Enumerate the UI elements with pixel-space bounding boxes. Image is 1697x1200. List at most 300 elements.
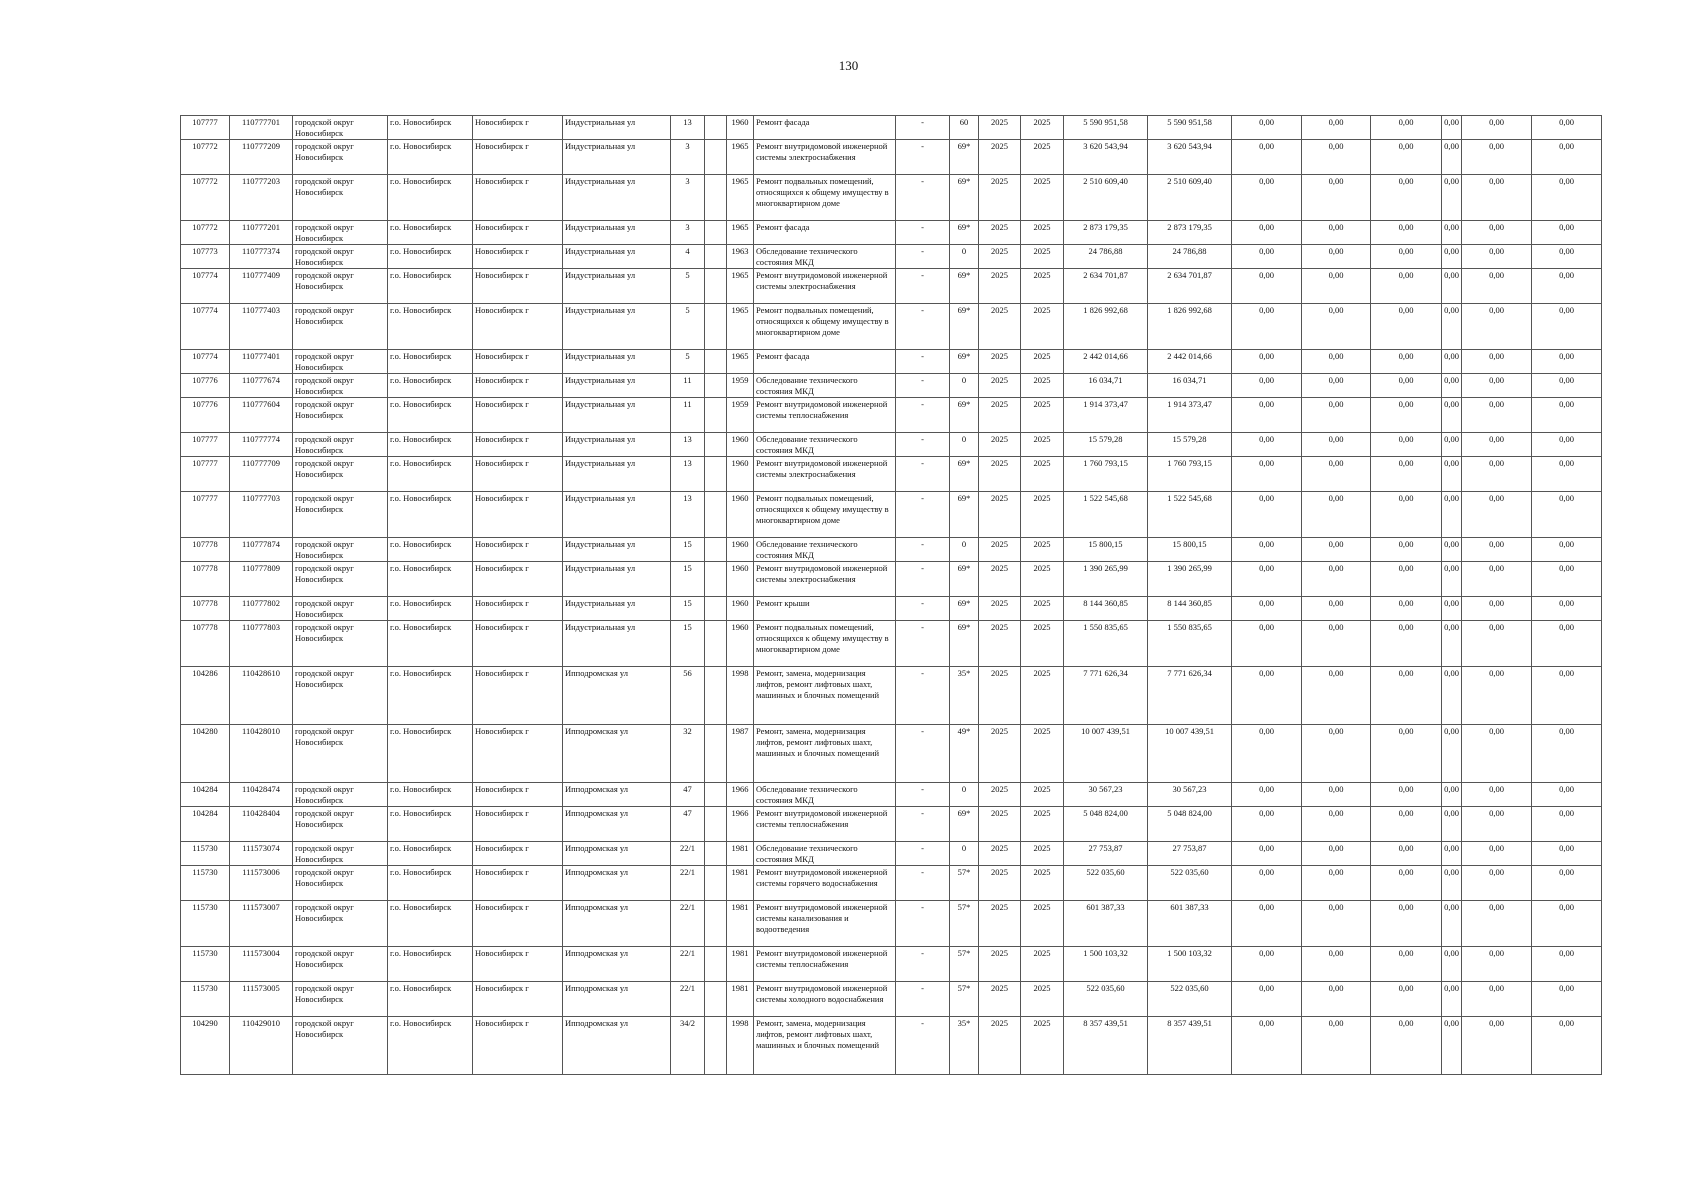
row-city: Новосибирск г — [473, 140, 563, 175]
table-row — [181, 398, 1602, 433]
row-f1: 0,00 — [1232, 866, 1302, 901]
row-f3: 0,00 — [1371, 221, 1442, 245]
row-pct: 35* — [950, 667, 979, 725]
row-total: 1 826 992,68 — [1064, 304, 1148, 350]
row-f1: 0,00 — [1232, 304, 1302, 350]
row-f6: 0,00 — [1532, 374, 1602, 398]
row-id: 104280 — [181, 725, 230, 783]
row-f6: 0,00 — [1532, 398, 1602, 433]
table-row — [181, 947, 1602, 982]
row-street: Ипподромская ул — [563, 901, 671, 947]
row-municipality: г.о. Новосибирск — [388, 562, 473, 597]
row-municipality: г.о. Новосибирск — [388, 398, 473, 433]
row-city: Новосибирск г — [473, 492, 563, 538]
row-end: 2025 — [1021, 538, 1064, 562]
row-street: Индустриальная ул — [563, 538, 671, 562]
row-f1: 0,00 — [1232, 433, 1302, 457]
row-district: городской округ Новосибирск — [293, 304, 388, 350]
row-f6: 0,00 — [1532, 982, 1602, 1017]
row-city: Новосибирск г — [473, 398, 563, 433]
row-work: Ремонт подвальных помещений, относящихся к общему имуществу в многоквартирном доме — [754, 621, 896, 667]
row-pct: 69* — [950, 350, 979, 374]
row-work: Обследование технического состояния МКД — [754, 433, 896, 457]
row-work: Обследование технического состояния МКД — [754, 842, 896, 866]
row-f4: 0,00 — [1442, 725, 1462, 783]
row-house: 5 — [671, 269, 705, 304]
row-regional: 2 634 701,87 — [1148, 269, 1232, 304]
row-start: 2025 — [979, 667, 1021, 725]
row-start: 2025 — [979, 842, 1021, 866]
row-city: Новосибирск г — [473, 982, 563, 1017]
table-row — [181, 374, 1602, 398]
row-start: 2025 — [979, 982, 1021, 1017]
row-f4: 0,00 — [1442, 621, 1462, 667]
row-f2: 0,00 — [1302, 492, 1371, 538]
row-corpus — [705, 842, 727, 866]
row-district: городской округ Новосибирск — [293, 538, 388, 562]
table-row — [181, 842, 1602, 866]
row-year: 1960 — [727, 538, 754, 562]
row-code: 110777701 — [230, 116, 293, 140]
row-mark: - — [896, 221, 950, 245]
row-district: городской округ Новосибирск — [293, 245, 388, 269]
row-f2: 0,00 — [1302, 725, 1371, 783]
row-district: городской округ Новосибирск — [293, 140, 388, 175]
row-city: Новосибирск г — [473, 901, 563, 947]
row-code: 110428010 — [230, 725, 293, 783]
row-house: 56 — [671, 667, 705, 725]
row-mark: - — [896, 304, 950, 350]
row-f6: 0,00 — [1532, 245, 1602, 269]
row-f2: 0,00 — [1302, 538, 1371, 562]
row-house: 22/1 — [671, 982, 705, 1017]
row-end: 2025 — [1021, 901, 1064, 947]
row-municipality: г.о. Новосибирск — [388, 350, 473, 374]
row-municipality: г.о. Новосибирск — [388, 457, 473, 492]
row-code: 110777809 — [230, 562, 293, 597]
row-corpus — [705, 1017, 727, 1075]
row-district: городской округ Новосибирск — [293, 562, 388, 597]
row-f3: 0,00 — [1371, 667, 1442, 725]
row-total: 8 357 439,51 — [1064, 1017, 1148, 1075]
row-total: 24 786,88 — [1064, 245, 1148, 269]
row-start: 2025 — [979, 221, 1021, 245]
row-year: 1998 — [727, 1017, 754, 1075]
row-year: 1965 — [727, 221, 754, 245]
row-street: Ипподромская ул — [563, 807, 671, 842]
row-mark: - — [896, 245, 950, 269]
row-work: Ремонт внутридомовой инженерной системы теплоснабжения — [754, 947, 896, 982]
row-f5: 0,00 — [1462, 140, 1532, 175]
row-mark: - — [896, 492, 950, 538]
row-municipality: г.о. Новосибирск — [388, 433, 473, 457]
row-street: Ипподромская ул — [563, 947, 671, 982]
table-row — [181, 221, 1602, 245]
row-house: 22/1 — [671, 947, 705, 982]
row-end: 2025 — [1021, 621, 1064, 667]
table-row — [181, 667, 1602, 725]
row-end: 2025 — [1021, 807, 1064, 842]
row-work: Ремонт подвальных помещений, относящихся к общему имуществу в многоквартирном доме — [754, 304, 896, 350]
row-mark: - — [896, 725, 950, 783]
row-f6: 0,00 — [1532, 562, 1602, 597]
row-house: 15 — [671, 562, 705, 597]
row-street: Индустриальная ул — [563, 562, 671, 597]
row-house: 13 — [671, 433, 705, 457]
row-street: Индустриальная ул — [563, 492, 671, 538]
row-municipality: г.о. Новосибирск — [388, 597, 473, 621]
row-f1: 0,00 — [1232, 562, 1302, 597]
row-f5: 0,00 — [1462, 175, 1532, 221]
row-id: 107778 — [181, 562, 230, 597]
table-row — [181, 457, 1602, 492]
row-year: 1960 — [727, 457, 754, 492]
row-f4: 0,00 — [1442, 116, 1462, 140]
row-regional: 8 357 439,51 — [1148, 1017, 1232, 1075]
row-corpus — [705, 221, 727, 245]
row-f4: 0,00 — [1442, 783, 1462, 807]
row-street: Ипподромская ул — [563, 1017, 671, 1075]
row-id: 115730 — [181, 947, 230, 982]
row-city: Новосибирск г — [473, 866, 563, 901]
row-start: 2025 — [979, 597, 1021, 621]
row-f2: 0,00 — [1302, 175, 1371, 221]
row-id: 107776 — [181, 398, 230, 433]
row-corpus — [705, 982, 727, 1017]
row-year: 1960 — [727, 116, 754, 140]
row-f6: 0,00 — [1532, 947, 1602, 982]
row-street: Индустриальная ул — [563, 597, 671, 621]
row-f4: 0,00 — [1442, 866, 1462, 901]
row-start: 2025 — [979, 116, 1021, 140]
row-f1: 0,00 — [1232, 140, 1302, 175]
row-f6: 0,00 — [1532, 433, 1602, 457]
row-pct: 57* — [950, 982, 979, 1017]
row-city: Новосибирск г — [473, 725, 563, 783]
row-municipality: г.о. Новосибирск — [388, 901, 473, 947]
row-end: 2025 — [1021, 866, 1064, 901]
capital-repair-table — [180, 115, 1602, 1075]
row-f6: 0,00 — [1532, 783, 1602, 807]
row-work: Обследование технического состояния МКД — [754, 783, 896, 807]
row-street: Индустриальная ул — [563, 175, 671, 221]
row-f2: 0,00 — [1302, 350, 1371, 374]
row-f5: 0,00 — [1462, 538, 1532, 562]
row-f1: 0,00 — [1232, 175, 1302, 221]
row-f1: 0,00 — [1232, 245, 1302, 269]
row-work: Ремонт крыши — [754, 597, 896, 621]
row-district: городской округ Новосибирск — [293, 374, 388, 398]
row-id: 107777 — [181, 492, 230, 538]
row-total: 1 760 793,15 — [1064, 457, 1148, 492]
row-house: 34/2 — [671, 1017, 705, 1075]
row-work: Ремонт, замена, модернизация лифтов, ремонт лифтовых шахт, машинных и блочных помещений — [754, 1017, 896, 1075]
row-f5: 0,00 — [1462, 725, 1532, 783]
row-mark: - — [896, 457, 950, 492]
row-start: 2025 — [979, 1017, 1021, 1075]
row-start: 2025 — [979, 621, 1021, 667]
row-end: 2025 — [1021, 1017, 1064, 1075]
row-district: городской округ Новосибирск — [293, 398, 388, 433]
table-row — [181, 1017, 1602, 1075]
row-regional: 3 620 543,94 — [1148, 140, 1232, 175]
row-f4: 0,00 — [1442, 350, 1462, 374]
row-city: Новосибирск г — [473, 304, 563, 350]
row-f6: 0,00 — [1532, 140, 1602, 175]
row-mark: - — [896, 350, 950, 374]
row-corpus — [705, 562, 727, 597]
row-f6: 0,00 — [1532, 457, 1602, 492]
row-municipality: г.о. Новосибирск — [388, 538, 473, 562]
row-end: 2025 — [1021, 116, 1064, 140]
row-pct: 60 — [950, 116, 979, 140]
row-corpus — [705, 807, 727, 842]
row-pct: 69* — [950, 457, 979, 492]
row-work: Ремонт внутридомовой инженерной системы электроснабжения — [754, 457, 896, 492]
row-work: Обследование технического состояния МКД — [754, 538, 896, 562]
row-regional: 24 786,88 — [1148, 245, 1232, 269]
row-f2: 0,00 — [1302, 901, 1371, 947]
row-id: 107772 — [181, 175, 230, 221]
row-house: 3 — [671, 175, 705, 221]
row-end: 2025 — [1021, 140, 1064, 175]
row-pct: 57* — [950, 866, 979, 901]
row-total: 2 510 609,40 — [1064, 175, 1148, 221]
row-end: 2025 — [1021, 842, 1064, 866]
row-corpus — [705, 350, 727, 374]
row-f1: 0,00 — [1232, 221, 1302, 245]
row-f1: 0,00 — [1232, 538, 1302, 562]
row-work: Ремонт внутридомовой инженерной системы канализования и водоотведения — [754, 901, 896, 947]
row-pct: 69* — [950, 221, 979, 245]
row-house: 3 — [671, 221, 705, 245]
row-regional: 1 826 992,68 — [1148, 304, 1232, 350]
row-regional: 1 550 835,65 — [1148, 621, 1232, 667]
row-municipality: г.о. Новосибирск — [388, 1017, 473, 1075]
row-municipality: г.о. Новосибирск — [388, 140, 473, 175]
row-end: 2025 — [1021, 457, 1064, 492]
row-corpus — [705, 901, 727, 947]
row-f5: 0,00 — [1462, 221, 1532, 245]
row-f4: 0,00 — [1442, 245, 1462, 269]
row-year: 1965 — [727, 350, 754, 374]
row-f1: 0,00 — [1232, 457, 1302, 492]
row-year: 1959 — [727, 374, 754, 398]
row-id: 115730 — [181, 982, 230, 1017]
row-total: 1 522 545,68 — [1064, 492, 1148, 538]
row-f5: 0,00 — [1462, 398, 1532, 433]
row-f2: 0,00 — [1302, 269, 1371, 304]
row-municipality: г.о. Новосибирск — [388, 725, 473, 783]
row-f2: 0,00 — [1302, 140, 1371, 175]
row-total: 10 007 439,51 — [1064, 725, 1148, 783]
row-mark: - — [896, 982, 950, 1017]
row-id: 107778 — [181, 621, 230, 667]
row-mark: - — [896, 667, 950, 725]
row-total: 522 035,60 — [1064, 866, 1148, 901]
row-pct: 69* — [950, 175, 979, 221]
row-corpus — [705, 947, 727, 982]
row-street: Ипподромская ул — [563, 842, 671, 866]
row-municipality: г.о. Новосибирск — [388, 842, 473, 866]
row-mark: - — [896, 116, 950, 140]
row-f5: 0,00 — [1462, 245, 1532, 269]
row-mark: - — [896, 842, 950, 866]
row-start: 2025 — [979, 866, 1021, 901]
row-year: 1960 — [727, 597, 754, 621]
row-code: 111573004 — [230, 947, 293, 982]
row-id: 107778 — [181, 538, 230, 562]
row-f3: 0,00 — [1371, 374, 1442, 398]
row-f3: 0,00 — [1371, 304, 1442, 350]
row-f5: 0,00 — [1462, 783, 1532, 807]
row-start: 2025 — [979, 398, 1021, 433]
row-corpus — [705, 538, 727, 562]
row-corpus — [705, 783, 727, 807]
row-f2: 0,00 — [1302, 245, 1371, 269]
row-code: 110429010 — [230, 1017, 293, 1075]
row-end: 2025 — [1021, 269, 1064, 304]
row-mark: - — [896, 433, 950, 457]
row-total: 7 771 626,34 — [1064, 667, 1148, 725]
row-district: городской округ Новосибирск — [293, 807, 388, 842]
row-year: 1965 — [727, 175, 754, 221]
row-code: 110428474 — [230, 783, 293, 807]
row-f1: 0,00 — [1232, 492, 1302, 538]
row-street: Индустриальная ул — [563, 269, 671, 304]
row-total: 522 035,60 — [1064, 982, 1148, 1017]
row-f3: 0,00 — [1371, 783, 1442, 807]
row-f1: 0,00 — [1232, 842, 1302, 866]
row-house: 13 — [671, 457, 705, 492]
row-corpus — [705, 245, 727, 269]
row-end: 2025 — [1021, 350, 1064, 374]
row-work: Ремонт внутридомовой инженерной системы электроснабжения — [754, 269, 896, 304]
row-f6: 0,00 — [1532, 597, 1602, 621]
row-end: 2025 — [1021, 597, 1064, 621]
row-pct: 69* — [950, 492, 979, 538]
row-f3: 0,00 — [1371, 492, 1442, 538]
row-district: городской округ Новосибирск — [293, 947, 388, 982]
row-start: 2025 — [979, 350, 1021, 374]
row-end: 2025 — [1021, 947, 1064, 982]
row-f4: 0,00 — [1442, 457, 1462, 492]
row-house: 22/1 — [671, 866, 705, 901]
row-total: 15 800,15 — [1064, 538, 1148, 562]
row-f2: 0,00 — [1302, 221, 1371, 245]
row-total: 2 634 701,87 — [1064, 269, 1148, 304]
row-code: 110777374 — [230, 245, 293, 269]
row-f5: 0,00 — [1462, 621, 1532, 667]
row-f1: 0,00 — [1232, 667, 1302, 725]
row-f2: 0,00 — [1302, 374, 1371, 398]
row-year: 1960 — [727, 562, 754, 597]
row-f6: 0,00 — [1532, 725, 1602, 783]
row-f6: 0,00 — [1532, 901, 1602, 947]
row-f5: 0,00 — [1462, 597, 1532, 621]
row-id: 104284 — [181, 783, 230, 807]
row-f6: 0,00 — [1532, 866, 1602, 901]
row-total: 30 567,23 — [1064, 783, 1148, 807]
row-city: Новосибирск г — [473, 457, 563, 492]
row-code: 110777709 — [230, 457, 293, 492]
row-municipality: г.о. Новосибирск — [388, 947, 473, 982]
row-code: 111573007 — [230, 901, 293, 947]
row-regional: 1 914 373,47 — [1148, 398, 1232, 433]
row-district: городской округ Новосибирск — [293, 433, 388, 457]
row-district: городской округ Новосибирск — [293, 116, 388, 140]
table-row — [181, 492, 1602, 538]
row-pct: 0 — [950, 374, 979, 398]
row-street: Ипподромская ул — [563, 866, 671, 901]
row-district: городской округ Новосибирск — [293, 1017, 388, 1075]
row-f2: 0,00 — [1302, 982, 1371, 1017]
row-f3: 0,00 — [1371, 538, 1442, 562]
row-district: городской округ Новосибирск — [293, 492, 388, 538]
row-f1: 0,00 — [1232, 374, 1302, 398]
row-street: Ипподромская ул — [563, 725, 671, 783]
row-municipality: г.о. Новосибирск — [388, 783, 473, 807]
row-f4: 0,00 — [1442, 492, 1462, 538]
row-street: Индустриальная ул — [563, 398, 671, 433]
row-corpus — [705, 269, 727, 304]
table-row — [181, 982, 1602, 1017]
row-start: 2025 — [979, 947, 1021, 982]
row-f3: 0,00 — [1371, 562, 1442, 597]
row-f6: 0,00 — [1532, 621, 1602, 667]
row-city: Новосибирск г — [473, 433, 563, 457]
row-f2: 0,00 — [1302, 1017, 1371, 1075]
row-pct: 0 — [950, 433, 979, 457]
row-work: Ремонт фасада — [754, 221, 896, 245]
row-id: 107778 — [181, 597, 230, 621]
row-house: 15 — [671, 597, 705, 621]
row-district: городской округ Новосибирск — [293, 783, 388, 807]
row-mark: - — [896, 140, 950, 175]
row-code: 110777774 — [230, 433, 293, 457]
row-code: 110777703 — [230, 492, 293, 538]
row-work: Обследование технического состояния МКД — [754, 245, 896, 269]
row-house: 15 — [671, 538, 705, 562]
row-f6: 0,00 — [1532, 304, 1602, 350]
row-f6: 0,00 — [1532, 269, 1602, 304]
row-mark: - — [896, 807, 950, 842]
row-start: 2025 — [979, 901, 1021, 947]
row-f3: 0,00 — [1371, 807, 1442, 842]
row-code: 110777802 — [230, 597, 293, 621]
table-row — [181, 433, 1602, 457]
row-city: Новосибирск г — [473, 842, 563, 866]
row-municipality: г.о. Новосибирск — [388, 221, 473, 245]
row-f1: 0,00 — [1232, 116, 1302, 140]
row-code: 110428404 — [230, 807, 293, 842]
row-f1: 0,00 — [1232, 1017, 1302, 1075]
row-id: 115730 — [181, 842, 230, 866]
row-year: 1959 — [727, 398, 754, 433]
row-f3: 0,00 — [1371, 175, 1442, 221]
row-regional: 10 007 439,51 — [1148, 725, 1232, 783]
row-municipality: г.о. Новосибирск — [388, 621, 473, 667]
row-regional: 2 442 014,66 — [1148, 350, 1232, 374]
row-end: 2025 — [1021, 304, 1064, 350]
row-corpus — [705, 304, 727, 350]
row-regional: 522 035,60 — [1148, 866, 1232, 901]
row-code: 110777409 — [230, 269, 293, 304]
row-total: 27 753,87 — [1064, 842, 1148, 866]
table-row — [181, 350, 1602, 374]
row-regional: 1 760 793,15 — [1148, 457, 1232, 492]
row-f3: 0,00 — [1371, 947, 1442, 982]
